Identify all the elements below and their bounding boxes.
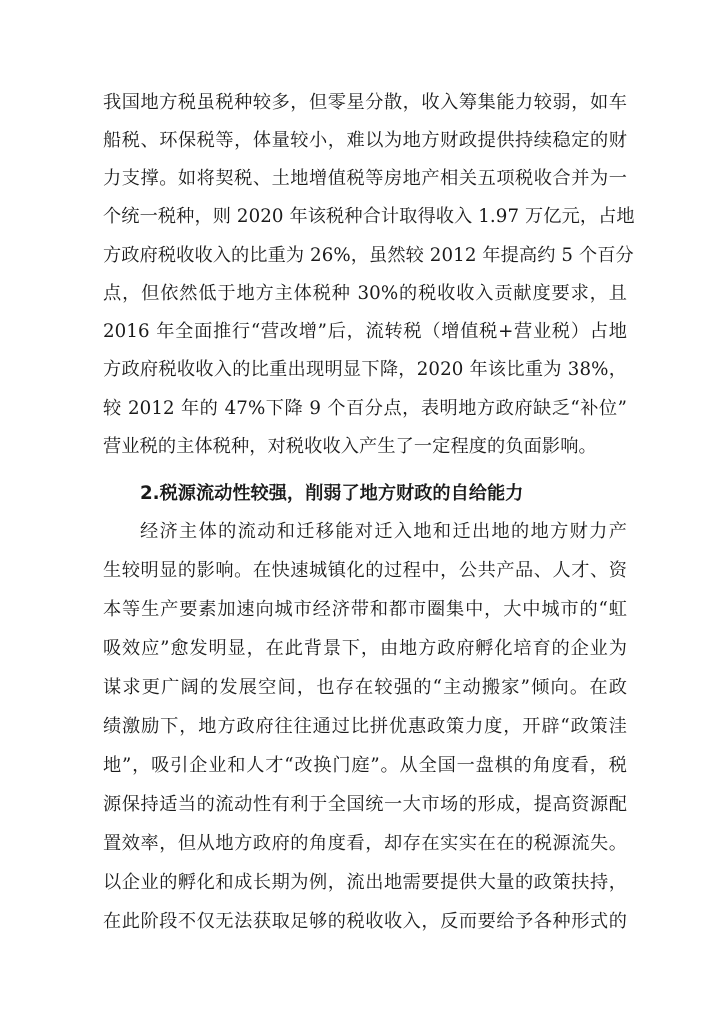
- paragraph-line: 地”，吸引企业和人才“改换门庭”。从全国一盘棋的角度看，税: [103, 755, 627, 776]
- paragraph-line: 点，但依然低于地方主体税种 30%的税收收入贡献度要求，且: [103, 283, 627, 304]
- paragraph-line: 个统一税种，则 2020 年该税种合计取得收入 1.97 万亿元，占地: [103, 206, 635, 227]
- paragraph-line: 谋求更广阔的发展空间，也存在较强的“主动搬家”倾向。在政: [103, 677, 627, 698]
- paragraph-line: 经济主体的流动和迁移能对迁入地和迁出地的地方财力产: [140, 521, 627, 542]
- paragraph-line: 以企业的孵化和成长期为例，流出地需要提供大量的政策扶持，: [103, 872, 627, 893]
- paragraph-line: 我国地方税虽税种较多，但零星分散，收入筹集能力较弱，如车: [103, 92, 627, 113]
- paragraph-line: 生较明显的影响。在快速城镇化的过程中，公共产品、人才、资: [103, 560, 627, 581]
- paragraph-line: 营业税的主体税种，对税收收入产生了一定程度的负面影响。: [103, 436, 597, 457]
- paragraph-line: 方政府税收收入的比重为 26%，虽然较 2012 年提高约 5 个百分: [103, 245, 634, 266]
- paragraph-line: 2016 年全面推行“营改增”后，流转税（增值税+营业税）占地: [103, 321, 627, 342]
- paragraph-line: 船税、环保税等，体量较小，难以为地方财政提供持续稳定的财: [103, 130, 627, 151]
- paragraph-line: 方政府税收收入的比重出现明显下降，2020 年该比重为 38%，: [103, 359, 627, 380]
- paragraph-line: 吸效应”愈发明显，在此背景下，由地方政府孵化培育的企业为: [103, 638, 627, 659]
- paragraph-line: 置效率，但从地方政府的角度看，却存在实实在在的税源流失。: [103, 833, 627, 854]
- paragraph-line: 本等生产要素加速向城市经济带和都市圈集中，大中城市的“虹: [103, 599, 627, 620]
- paragraph-line: 在此阶段不仅无法获取足够的税收收入，反而要给予各种形式的: [103, 911, 627, 932]
- paragraph-line: 绩激励下，地方政府往往通过比拼优惠政策力度，开辟“政策洼: [103, 716, 627, 737]
- section-heading: 2.税源流动性较强，削弱了地方财政的自给能力: [140, 483, 524, 504]
- paragraph-line: 力支撑。如将契税、土地增值税等房地产相关五项税收合并为一: [103, 168, 627, 189]
- paragraph-line: 源保持适当的流动性有利于全国统一大市场的形成，提高资源配: [103, 794, 627, 815]
- paragraph-line: 较 2012 年的 47%下降 9 个百分点，表明地方政府缺乏“补位”: [103, 398, 627, 419]
